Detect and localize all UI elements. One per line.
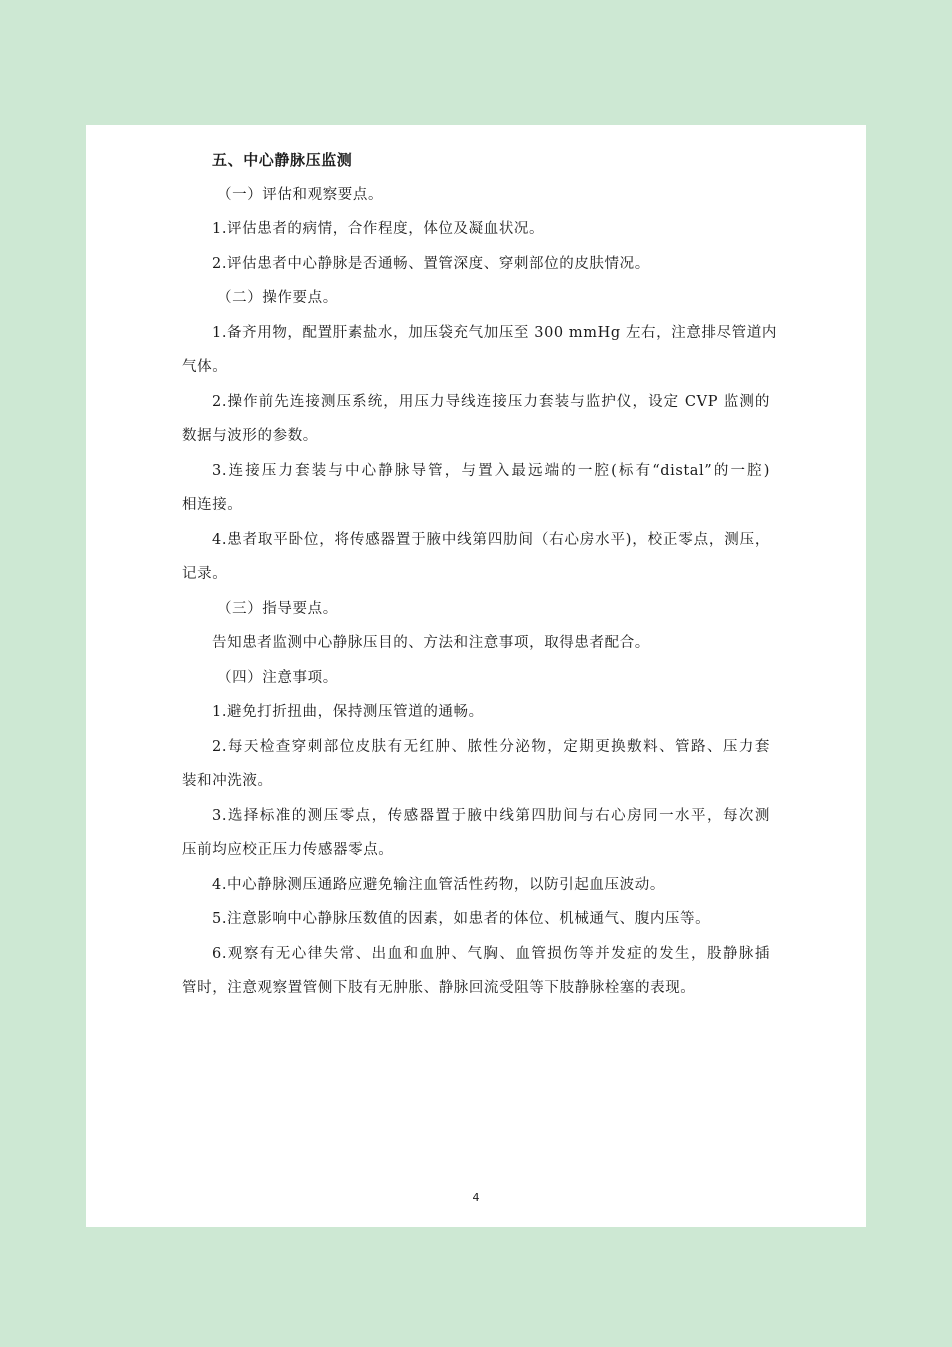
paragraph-line: 装和冲洗液。	[182, 773, 273, 789]
paragraph-line: 5.注意影响中心静脉压数值的因素，如患者的体位、机械通气、腹内压等。	[212, 911, 711, 927]
paragraph-line: 告知患者监测中心静脉压目的、方法和注意事项，取得患者配合。	[212, 635, 650, 651]
subsection-title-precautions: （四）注意事项。	[217, 669, 338, 686]
subsection-title-operation: （二）操作要点。	[217, 290, 338, 306]
paragraph-line: 记录。	[182, 566, 228, 582]
document-body	[182, 143, 777, 1006]
paragraph-line: 气体。	[182, 359, 228, 375]
page-number: 4	[472, 1191, 480, 1204]
subsection-title-assessment: （一）评估和观察要点。	[217, 186, 384, 203]
paragraph-line: 管时，注意观察置管侧下肢有无肿胀、静脉回流受阻等下肢静脉栓塞的表现。	[182, 980, 696, 996]
section-title: 五、中心静脉压监测	[212, 151, 353, 169]
paragraph-line: 压前均应校正压力传感器零点。	[182, 842, 394, 858]
paragraph-line: 数据与波形的参数。	[182, 428, 318, 444]
paragraph-line: 1.备齐用物，配置肝素盐水，加压袋充气加压至 300 mmHg 左右，注意排尽管道内	[212, 324, 777, 341]
paragraph-line: 1.避免打折扭曲，保持测压管道的通畅。	[212, 704, 484, 720]
paragraph-line: 2.每天检查穿刺部位皮肤有无红肿、脓性分泌物，定期更换敷料、管路、压力套	[212, 738, 770, 755]
paragraph-line: 4.患者取平卧位，将传感器置于腋中线第四肋间（右心房水平)，校正零点，测压，	[212, 531, 770, 548]
paragraph-line: 6.观察有无心律失常、出血和血肿、气胸、血管损伤等并发症的发生，股静脉插	[212, 945, 770, 962]
paragraph-line: 2.操作前先连接测压系统，用压力导线连接压力套装与监护仪，设定 CVP 监测的	[212, 393, 770, 410]
paragraph-line: 2.评估患者中心静脉是否通畅、置管深度、穿刺部位的皮肤情况。	[212, 255, 650, 272]
paragraph-line: 4.中心静脉测压通路应避免输注血管活性药物，以防引起血压波动。	[212, 876, 665, 893]
paragraph-line: 相连接。	[182, 497, 243, 513]
document-page	[86, 125, 866, 1227]
subsection-title-guidance: （三）指导要点。	[217, 600, 338, 617]
paragraph-line: 3.连接压力套装与中心静脉导管，与置入最远端的一腔(标有“distal”的一腔)	[212, 462, 770, 479]
paragraph-line: 3.选择标准的测压零点，传感器置于腋中线第四肋间与右心房同一水平，每次测	[212, 807, 770, 824]
paragraph-line: 1.评估患者的病情，合作程度，体位及凝血状况。	[212, 221, 545, 237]
